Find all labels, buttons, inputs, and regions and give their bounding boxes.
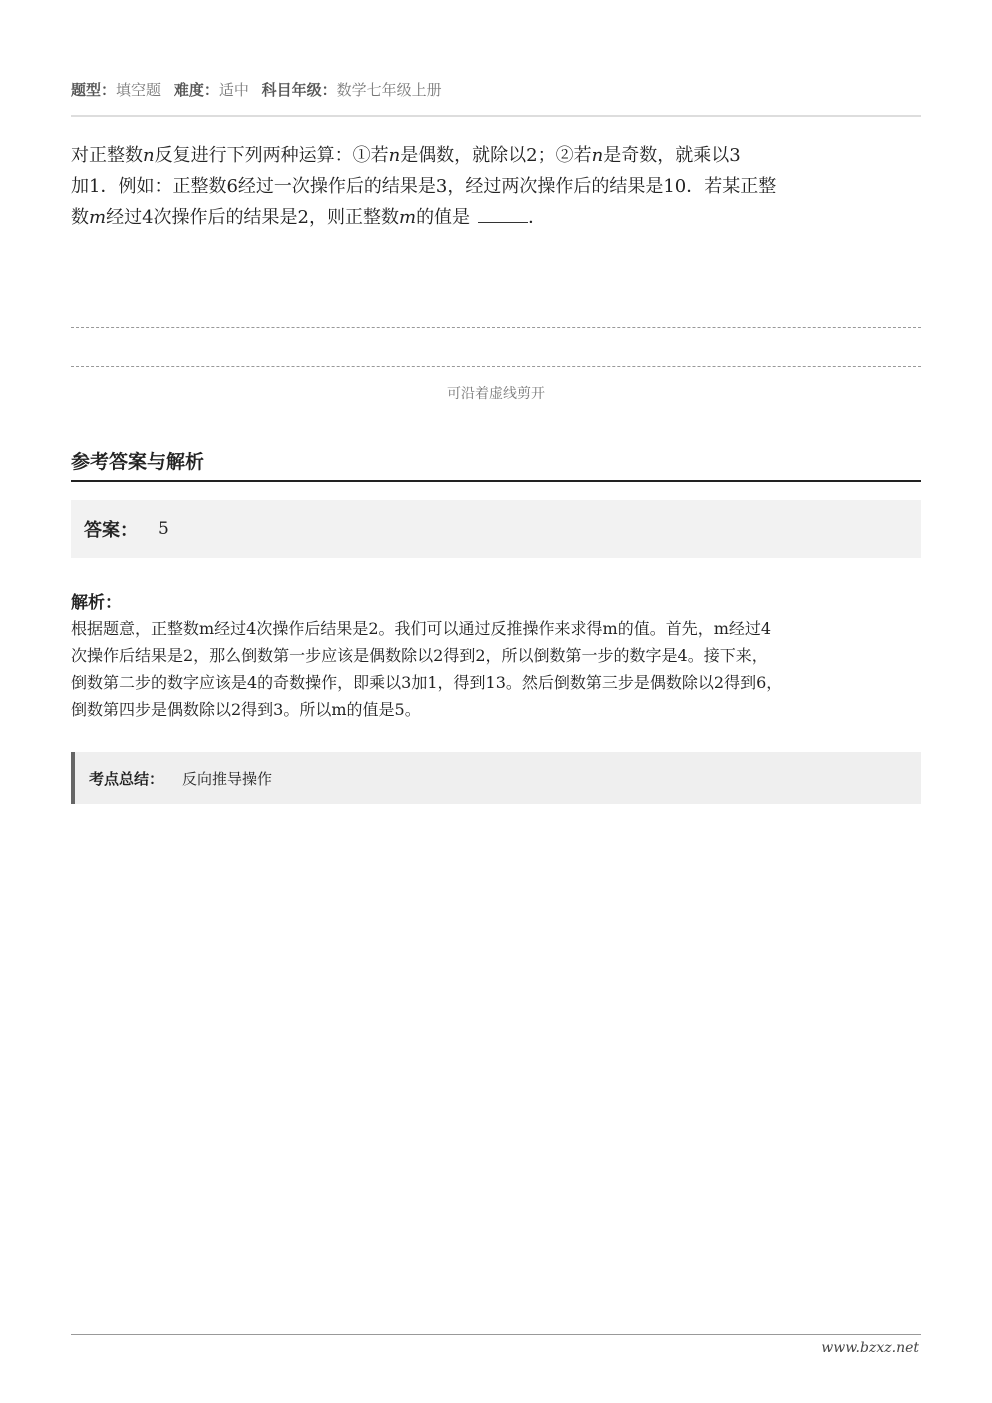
question-line [71,140,931,171]
explanation-text [71,615,921,723]
text: 数 [71,207,89,228]
text: ． [528,207,547,228]
text: 的值是 [416,207,471,228]
question-line [71,202,931,233]
answer-blank [478,204,528,223]
explanation-line: 倒数第二步的数字应该是4的奇数操作，即乘以3加1，得到13。然后倒数第三步是偶数除以2得到6， [71,673,783,692]
var-m: m [89,207,107,228]
text: 是奇数，就乘以3 [603,145,741,166]
question-line: 加1．例如：正整数6经过一次操作后的结果是3，经过两次操作后的结果是10．若某正整 [71,176,777,197]
subject-label: 科目年级： [261,81,337,99]
var-n: n [143,145,155,166]
difficulty-value: 适中 [218,81,249,99]
answer-value: 5 [158,519,169,539]
explanation-line: 倒数第四步是偶数除以2得到3。所以m的值是5。 [71,700,421,719]
var-n: n [591,145,604,166]
difficulty-label: 难度： [173,81,219,99]
text: 是偶数，就除以2；②若 [400,145,592,166]
section-divider [71,480,921,482]
cut-line [71,366,921,367]
answer-label: 答案： [84,520,138,541]
cut-hint: 可沿着虚线剪开 [447,386,545,402]
type-value: 填空题 [116,81,162,99]
key-point-label: 考点总结： [89,769,165,788]
key-point-box [71,752,921,804]
footer-site: www.bzxz.net [821,1340,919,1356]
explanation-line: 次操作后结果是2，那么倒数第一步应该是偶数除以2得到2，所以倒数第一步的数字是4。接下来， [71,646,768,665]
question-meta [71,79,442,100]
key-point-value: 反向推导操作 [182,769,273,788]
cut-line [71,327,921,328]
type-label: 题型： [71,81,117,99]
footer-divider [71,1334,921,1335]
text: 对正整数 [71,145,143,166]
explanation-line: 根据题意，正整数m经过4次操作后结果是2。我们可以通过反推操作来求得m的值。首先，m经过4 [71,619,772,638]
section-title: 参考答案与解析 [71,451,205,473]
subject-value: 数学七年级上册 [336,81,442,99]
explanation-label: 解析： [71,593,122,613]
var-m: m [398,207,417,228]
text: 经过4次操作后的结果是2，则正整数 [106,207,399,228]
var-n: n [388,145,401,166]
question-text [71,140,931,233]
text: 反复进行下列两种运算：①若 [154,145,389,166]
answer-box [71,500,921,558]
divider [71,115,921,117]
